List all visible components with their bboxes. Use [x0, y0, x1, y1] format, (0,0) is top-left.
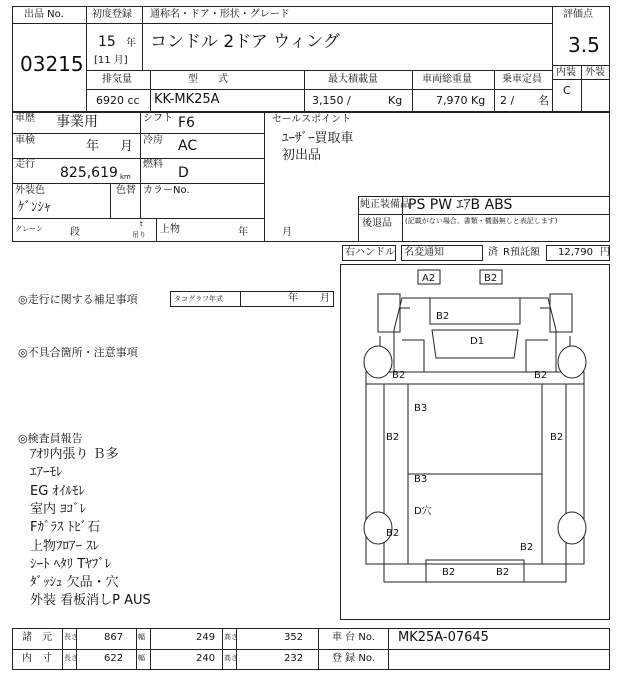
- ac-value: AC: [178, 138, 198, 154]
- mark-b2-rear-left: B2: [442, 567, 456, 578]
- inner-length-label: 長さ: [64, 654, 78, 662]
- lot-number: 03215: [20, 52, 84, 76]
- lot-label: 出品 No.: [24, 9, 64, 20]
- total-weight-value: 7,970 Kg: [436, 94, 486, 107]
- history-label: 車歴: [15, 113, 35, 124]
- mileage-label: 走行: [15, 159, 35, 170]
- vehicle-name: コンドル 2ドア ウィング: [150, 32, 340, 52]
- reg-label: 登 録 No.: [332, 653, 375, 664]
- mark-b2-left: B2: [392, 370, 406, 381]
- inner-height-label: 高さ: [224, 654, 238, 662]
- ext-color-label: 外装色: [15, 185, 45, 196]
- ac-label: 冷房: [143, 135, 163, 146]
- mark-b2-mid-right: B2: [550, 432, 564, 443]
- mark-a2-front: A2: [422, 273, 436, 284]
- mark-b2-low-left: B2: [386, 528, 400, 539]
- color-no-label: カラーNo.: [143, 185, 190, 196]
- crane-label: クレーン: [15, 225, 43, 233]
- mark-d-hole: D穴: [414, 506, 432, 517]
- mark-b2-cab: B2: [436, 311, 450, 322]
- dims-length: 867: [104, 632, 124, 643]
- total-weight-label: 車両総重量: [422, 74, 472, 85]
- history-value: 事業用: [56, 114, 98, 130]
- model-label: 型 式: [188, 74, 228, 85]
- inner-width-label: 幅: [138, 654, 145, 662]
- inspector-line: 室内 ﾖｺﾞﾚ: [30, 502, 87, 517]
- max-load-unit: Kg: [388, 94, 403, 107]
- max-load-label: 最大積載量: [328, 74, 378, 85]
- dims-label: 諸 元: [22, 632, 52, 643]
- rename-label: 名変通知: [404, 247, 444, 258]
- inspector-line: ｱｵﾘ内張り Ｂ多: [30, 447, 119, 462]
- driving-notes-label: ◎走行に関する補足事項: [18, 293, 138, 306]
- inspection-month: 月: [120, 139, 134, 154]
- interior-label: 内装: [556, 67, 576, 78]
- inner-height: 232: [284, 653, 304, 664]
- mark-b2-mid-left: B2: [386, 432, 400, 443]
- sales-point-line-1: ﾕｰｻﾞｰ買取車: [282, 131, 354, 146]
- grade-label: 評価点: [563, 9, 593, 20]
- defect-notes-label: ◎不具合箇所・注意事項: [18, 346, 138, 359]
- body-month: 月: [282, 227, 292, 238]
- chassis-label: 車 台 No.: [332, 632, 375, 643]
- capacity-value: 2 /: [500, 94, 515, 107]
- crane-ton: t: [140, 220, 143, 228]
- ext-color-value: ｹﾞﾝｼｬ: [18, 200, 51, 215]
- first-reg-label: 初度登録: [92, 9, 132, 20]
- model-value: KK-MK25A: [154, 92, 220, 107]
- dims-height-label: 高さ: [224, 633, 238, 641]
- year-unit: 年: [126, 38, 136, 49]
- inspector-line: EG ｵｲﾙﾓﾚ: [30, 484, 85, 499]
- tacho-month: 月: [320, 293, 330, 304]
- inspector-line: ｼｰﾄ ﾍﾀﾘ Tﾔﾌﾞﾚ: [30, 557, 112, 572]
- sales-point-line-2: 初出品: [282, 148, 322, 163]
- inspector-line: ｴｱｰﾓﾚ: [30, 465, 63, 480]
- odo-value: 12,790: [558, 247, 593, 258]
- truck-damage-diagram: [340, 264, 610, 620]
- odo-label: R預託額: [503, 247, 540, 258]
- first-reg-month: [11 月]: [94, 55, 128, 66]
- inner-width: 240: [196, 653, 216, 664]
- displacement-label: 排気量: [102, 74, 132, 85]
- mileage-value: 825,619: [60, 165, 118, 181]
- capacity-label: 乗車定員: [502, 74, 542, 85]
- mark-b2-front: B2: [484, 273, 498, 284]
- first-reg-year: 15: [98, 34, 116, 50]
- aftermarket-note: (記載がない場合、書類・機器無しと表記します): [405, 217, 558, 225]
- body-label: 上物: [160, 224, 180, 235]
- crane-hang: 吊り: [132, 231, 146, 239]
- inspector-line: ﾀﾞｯｼｭ 欠品・穴: [30, 575, 119, 590]
- fuel-value: D: [178, 165, 189, 181]
- dims-width-label: 幅: [138, 633, 145, 641]
- interior-grade: C: [563, 84, 571, 97]
- capacity-unit: 名: [538, 94, 549, 107]
- inspector-line: Fｶﾞﾗｽ ﾄﾋﾞ石: [30, 520, 101, 535]
- mileage-unit: km: [120, 173, 131, 181]
- shift-label: シフト: [143, 113, 173, 124]
- crane-stage: 段: [70, 227, 80, 238]
- dims-height: 352: [284, 632, 304, 643]
- exterior-label: 外装: [585, 67, 605, 78]
- displacement-value: 6920 cc: [96, 94, 140, 107]
- dims-length-label: 長さ: [64, 633, 78, 641]
- name-label: 通称名・ドア・形状・グレード: [150, 9, 290, 20]
- mark-b2-right: B2: [534, 370, 548, 381]
- tacho-year: 年: [288, 293, 298, 304]
- inspector-line: 上物ﾌﾛｱｰ ｽﾚ: [30, 539, 100, 554]
- mark-b2-low-right: B2: [520, 542, 534, 553]
- inner-length: 622: [104, 653, 124, 664]
- sales-point-label: セールスポイント: [272, 114, 352, 125]
- mark-d1: D1: [470, 336, 485, 347]
- chassis-value: MK25A-07645: [398, 630, 489, 645]
- tacho-label: タコグラフ年式: [174, 295, 223, 303]
- dims-width: 249: [196, 632, 216, 643]
- inspection-year: 年: [86, 139, 100, 154]
- inspection-label: 車検: [15, 135, 35, 146]
- drive-label: 右ハンドル: [345, 247, 395, 258]
- grade-value: 3.5: [568, 33, 600, 57]
- rename-mark: 済: [488, 247, 498, 258]
- mark-b2-rear-right: B2: [496, 567, 510, 578]
- inspector-line: 外装 看板消しP AUS: [30, 593, 151, 608]
- fuel-label: 燃料: [143, 159, 163, 170]
- color-change-label: 色替: [116, 185, 136, 196]
- aftermarket-label: 後退品: [362, 218, 392, 229]
- shift-value: F6: [178, 115, 195, 131]
- mark-b3-upper: B3: [414, 403, 428, 414]
- mark-b3-lower: B3: [414, 474, 428, 485]
- body-year: 年: [238, 227, 248, 238]
- max-load-value: 3,150 /: [312, 94, 351, 107]
- equipment-label: 純正装備品: [360, 199, 410, 210]
- odo-unit: 円: [600, 247, 610, 258]
- equipment-value: PS PW ｴｱB ABS: [408, 197, 513, 213]
- inner-label: 内 寸: [22, 653, 52, 664]
- inspector-report-label: ◎検査員報告: [18, 432, 83, 445]
